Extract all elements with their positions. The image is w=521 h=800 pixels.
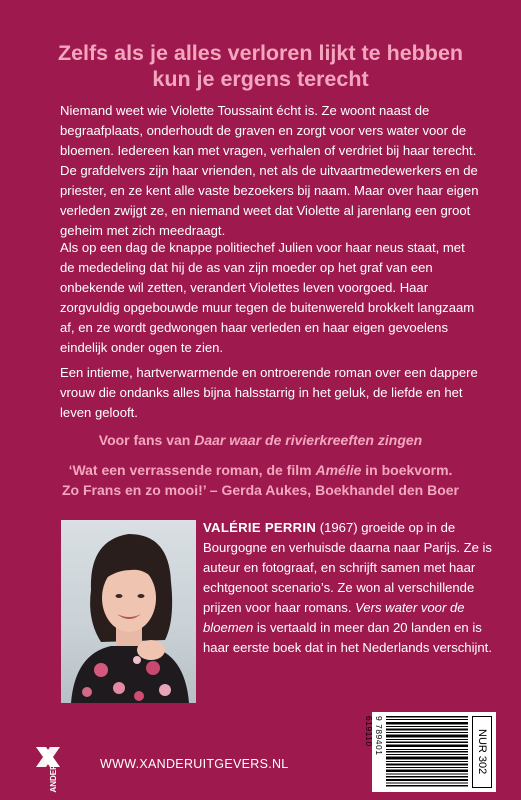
review-quote xyxy=(20,460,501,500)
author-bio xyxy=(203,518,493,658)
nur-label: NUR 302 xyxy=(472,716,492,788)
bio-book-title: Vers water voor de bloemen xyxy=(203,600,465,635)
bio-text-1: groeide op in de Bourgogne en verhuisde daarna naar Parijs. Ze is auteur en fotograaf, en schrijft samen met haar echtgenoot scenario’s. Ze won al verschillende prijzen voor haar romans. xyxy=(203,520,492,615)
quote-part-1: ‘Wat een verrassende roman, de film xyxy=(68,462,316,478)
headline-line-1: Zelfs als je alles verloren lijkt te hebben xyxy=(57,41,464,65)
fans-line xyxy=(20,430,501,450)
author-photo xyxy=(61,520,196,703)
barcode-icon xyxy=(386,716,468,788)
logo-text: XANDER xyxy=(49,764,58,793)
blurb-paragraph-1: Niemand weet wie Violette Toussaint écht is. Ze woont naast de begraafplaats, onderhoudt de graven en zorgt voor vers water voor de bloemen. Iedereen kan met vragen, verhalen of verdriet bij haar terecht. De grafdelvers zijn haar vrienden, net als de uitvaartmedewerkers en de priester, en ze kent alle vaste bezoekers bij naam. Maar over haar eigen verleden zwijgt ze, en niemand weet dat Violette al jarenlang een groot geheim met zich meedraagt. xyxy=(60,103,479,238)
blurb-paragraph-3: Een intieme, hartverwarmende en ontroerende roman over een dappere vrouw die ondanks alles bijna halsstarrig in het geluk, de liefde en het leven gelooft. xyxy=(60,365,478,420)
barcode-box xyxy=(364,712,496,792)
headline-line-2: kun je ergens terecht xyxy=(152,67,369,91)
quote-line-2: Zo Frans en zo mooi!’ – Gerda Aukes, Boekhandel den Boer xyxy=(61,482,459,498)
author-name: VALÉRIE PERRIN xyxy=(203,520,317,535)
blurb-paragraph-2: Als op een dag de knappe politiechef Julien voor haar neus staat, met de mededeling dat hij de as van zijn moeder op het graf van een onbekende wil zetten, verandert Violettes leven voorgoed. Haar zorgvuldig opgebouwde muur tegen de buitenwereld brokkelt langzaam af, en ze wordt gedwongen haar verleden en haar eigen gevoelens eindelijk onder ogen te zien. xyxy=(60,240,475,355)
author-portrait-image xyxy=(61,520,196,703)
publisher-url[interactable]: WWW.XANDERUITGEVERS.NL xyxy=(100,757,289,771)
quote-part-2: in boekvorm. xyxy=(361,462,453,478)
quote-film-title: Amélie xyxy=(315,462,362,478)
author-year: (1967) xyxy=(316,520,358,535)
xander-logo-icon xyxy=(32,745,64,793)
fans-prefix: Voor fans van xyxy=(98,432,195,448)
bio-text-2: is vertaald in meer dan 20 landen en is haar eerste boek dat in het Nederlands verschijnt. xyxy=(203,620,492,655)
fans-book-title: Daar waar de rivierkreeften zingen xyxy=(194,432,423,448)
publisher-logo xyxy=(32,745,64,793)
isbn-number: 9 789401 619110 xyxy=(364,716,384,756)
headline xyxy=(30,40,491,92)
